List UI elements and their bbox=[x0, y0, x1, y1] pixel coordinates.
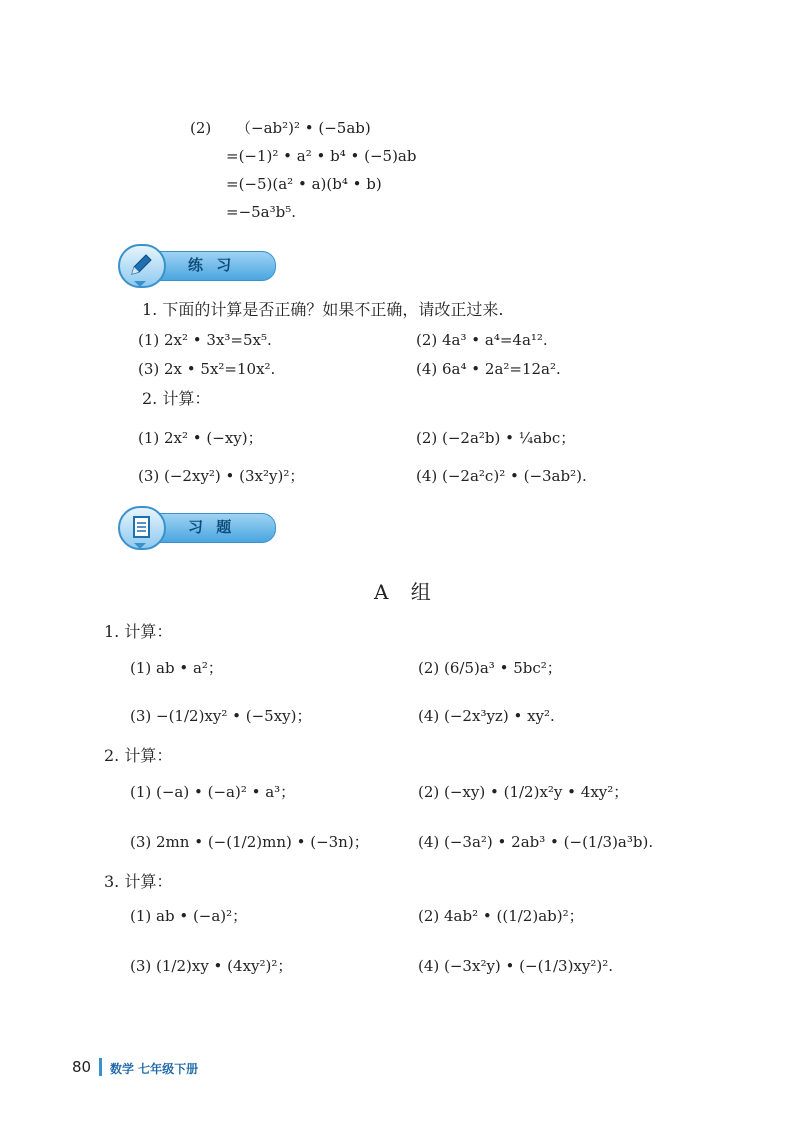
group-title: A 组 bbox=[374, 580, 439, 604]
example-line-4: =−5a³b⁵. bbox=[226, 203, 297, 221]
pencil-icon bbox=[126, 250, 156, 280]
notebook-icon bbox=[126, 512, 156, 542]
exercise-banner bbox=[104, 506, 276, 550]
page-number: 80 bbox=[72, 1058, 92, 1076]
exercise-q2-prompt: 2. 计算： bbox=[104, 746, 173, 765]
exercise-q3-item-1: (1) ab • (−a)²； bbox=[130, 907, 248, 925]
practice-q2-prompt: 2. 计算： bbox=[142, 389, 211, 408]
exercise-q1-item-4: (4) (−2x³yz) • xy². bbox=[418, 707, 555, 725]
practice-banner bbox=[104, 244, 276, 288]
example-line-2: =(−1)² • a² • b⁴ • (−5)ab bbox=[226, 147, 417, 165]
practice-q2-item-1: (1) 2x² • (−xy)； bbox=[138, 429, 263, 447]
practice-q2-item-3: (3) (−2xy²) • (3x²y)²； bbox=[138, 467, 305, 485]
exercise-q2-item-2: (2) (−xy) • (1/2)x²y • 4xy²； bbox=[418, 783, 629, 801]
book-title: 数学 七年级下册 bbox=[110, 1062, 199, 1076]
exercise-q1-item-1: (1) ab • a²； bbox=[130, 659, 223, 677]
example-line-3: =(−5)(a² • a)(b⁴ • b) bbox=[226, 175, 382, 193]
exercise-q2-item-4: (4) (−3a²) • 2ab³ • (−(1/3)a³b). bbox=[418, 833, 654, 851]
exercise-q3-prompt: 3. 计算： bbox=[104, 872, 173, 891]
exercise-q3-item-4: (4) (−3x²y) • (−(1/3)xy²)². bbox=[418, 957, 614, 975]
exercise-q1-prompt: 1. 计算： bbox=[104, 622, 173, 641]
exercise-q3-item-2: (2) 4ab² • ((1/2)ab)²； bbox=[418, 907, 584, 925]
exercise-q2-item-1: (1) (−a) • (−a)² • a³； bbox=[130, 783, 296, 801]
exercise-banner-label: 习 题 bbox=[188, 518, 236, 536]
practice-q2-item-2: (2) (−2a²b) • ¼abc； bbox=[416, 429, 576, 447]
exercise-q2-item-3: (3) 2mn • (−(1/2)mn) • (−3n)； bbox=[130, 833, 369, 851]
practice-q2-item-4: (4) (−2a²c)² • (−3ab²). bbox=[416, 467, 587, 485]
practice-q1-item-4: (4) 6a⁴ • 2a²=12a². bbox=[416, 360, 561, 378]
exercise-q1-item-2: (2) (6/5)a³ • 5bc²； bbox=[418, 659, 562, 677]
practice-q1-item-3: (3) 2x • 5x²=10x². bbox=[138, 360, 276, 378]
practice-q1-item-2: (2) 4a³ • a⁴=4a¹². bbox=[416, 331, 548, 349]
practice-banner-label: 练 习 bbox=[188, 256, 236, 274]
example-line-1: （−ab²)² • (−5ab) bbox=[236, 119, 371, 137]
example-label: (2) bbox=[190, 119, 212, 137]
footer-divider bbox=[99, 1058, 102, 1076]
practice-q1-item-1: (1) 2x² • 3x³=5x⁵. bbox=[138, 331, 272, 349]
exercise-q1-item-3: (3) −(1/2)xy² • (−5xy)； bbox=[130, 707, 312, 725]
practice-q1-prompt: 1. 下面的计算是否正确？如果不正确，请改正过来. bbox=[142, 300, 504, 319]
exercise-q3-item-3: (3) (1/2)xy • (4xy²)²； bbox=[130, 957, 293, 975]
